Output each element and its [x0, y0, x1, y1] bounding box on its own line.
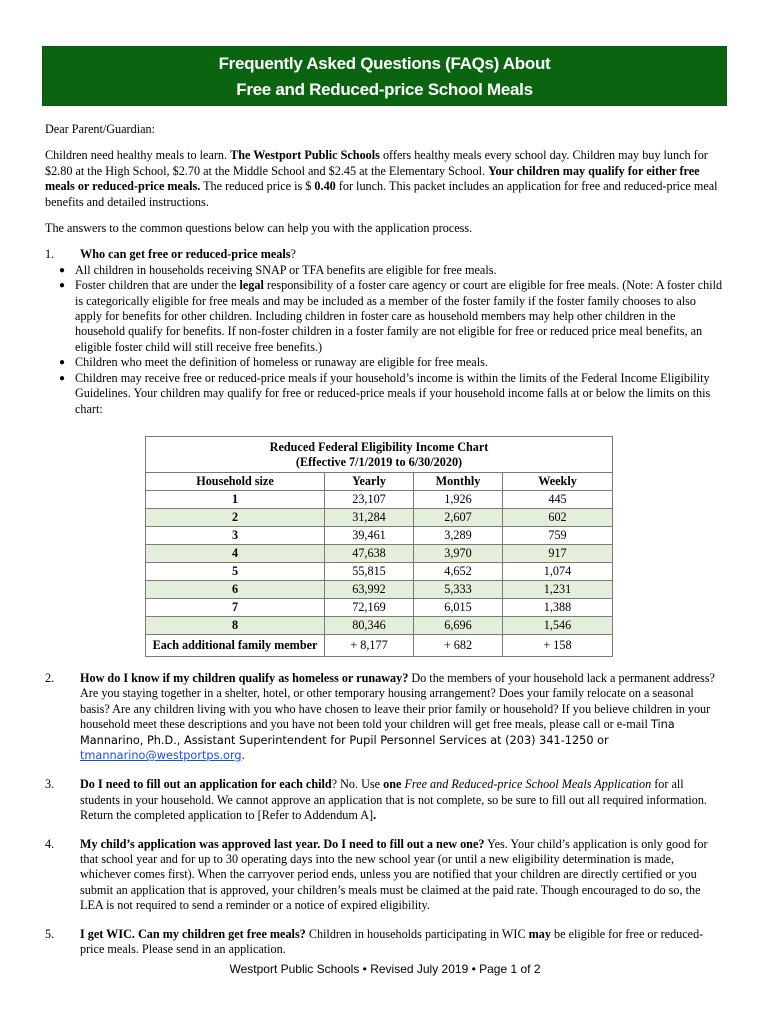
yearly-cell: 63,992: [325, 580, 414, 598]
weekly-cell: + 158: [503, 634, 613, 656]
faq-number: 4.: [45, 836, 55, 851]
monthly-cell: 3,970: [414, 544, 503, 562]
household-size-cell: 4: [146, 544, 325, 562]
faq-question: Who can get free or reduced-price meals: [80, 247, 291, 262]
table-row: [146, 526, 613, 544]
monthly-cell: 2,607: [414, 508, 503, 526]
spacer: [45, 914, 725, 927]
yearly-cell: 23,107: [325, 490, 414, 508]
column-header: Monthly: [414, 472, 503, 490]
bullet-text: [75, 278, 725, 355]
weekly-cell: 445: [503, 490, 613, 508]
contact-info: Tina Mannarino, Ph.D., Assistant Superintendent for Pupil Personnel Services at (203) 341-1250 or: [80, 718, 675, 747]
yearly-cell: 31,284: [325, 508, 414, 526]
monthly-cell: 5,333: [414, 580, 503, 598]
faq-question-mark: ?: [290, 247, 296, 262]
faq-answer-end: .: [373, 808, 377, 823]
page-footer: Westport Public Schools • Revised July 2019 • Page 1 of 2: [229, 962, 541, 976]
household-size-cell: 1: [146, 490, 325, 508]
greeting: Dear Parent/Guardian:: [45, 122, 155, 136]
bullet-item: [59, 278, 725, 355]
faq-answer: Yes. Your child’s application is only good for that school year and for up to 30 operating days into the new school year (or until a new eligibility determination is made, whichever comes first). When the carryover period ends, unless you are notified that your children are directly certified or you submit an application that is approved, your children’s meals must be claimed at the paid rate. Though encouraged to do so, the LEA is not required to send a reminder or a notice of expired eligibility.: [80, 836, 708, 913]
table-row-additional-member: [146, 634, 613, 656]
weekly-cell: 1,546: [503, 616, 613, 634]
faq-number: 1.: [45, 247, 55, 262]
faq-answer: be eligible for free or reduced-price meals. Please send in an application.: [80, 926, 704, 956]
faq-question: I get WIC. Can my children get free meals?: [80, 926, 306, 941]
weekly-cell: 1,388: [503, 598, 613, 616]
table-row: [146, 598, 613, 616]
bullet-icon: ●: [59, 372, 66, 384]
monthly-cell: 6,015: [414, 598, 503, 616]
column-header: Weekly: [503, 472, 613, 490]
table-title: [146, 436, 613, 472]
faq-answer: Children in households participating in WIC: [305, 926, 529, 941]
intro-paragraph-2: The answers to the common questions below can help you with the application process.: [45, 221, 473, 236]
bullet-text-part: responsibility of a foster care agency or court are eligible for free meals. (Note: A foster child is categorically eligible for free meals and may be included as a member of the foster family if the foster family chooses to also apply for benefits for other children. Including children in foster care as household members may help other children in the household qualify for benefits. If non-foster children in a foster family are not eligible for free or reduced price meal benefits, an eligible foster child will still receive free benefits.): [75, 278, 723, 354]
bullet-icon: ●: [59, 280, 66, 292]
table-title-text: Reduced Federal Eligibility Income Chart: [269, 439, 489, 454]
yearly-cell: 47,638: [325, 544, 414, 562]
household-size-cell: 5: [146, 562, 325, 580]
faq-number: 3.: [45, 777, 55, 792]
table-row: [146, 508, 613, 526]
yearly-cell: 80,346: [325, 616, 414, 634]
faq-question: Do I need to fill out an application for each child: [80, 777, 332, 792]
reduced-price: 0.40: [314, 179, 336, 194]
bullet-item: [59, 370, 725, 417]
bullet-text: Children may receive free or reduced-price meals if your household’s income is within the limits of the Federal Income Eligibility Guidelines. Your children may qualify for free or reduced-price meals if your household income falls at or below the limits on this chart:: [75, 370, 711, 416]
faq-answer: for all students in your household. We cannot approve an application that is not complete, so be sure to fill out all required information. Return the completed application to [Refer to Addendum A]: [80, 777, 707, 823]
bullet-item: [59, 355, 725, 370]
weekly-cell: 1,074: [503, 562, 613, 580]
yearly-cell: 39,461: [325, 526, 414, 544]
faq-emphasis: may: [528, 926, 551, 941]
weekly-cell: 1,231: [503, 580, 613, 598]
household-size-cell: 2: [146, 508, 325, 526]
table-header-row: [146, 472, 613, 490]
weekly-cell: 759: [503, 526, 613, 544]
table-subtitle: (Effective 7/1/2019 to 6/30/2020): [295, 454, 463, 469]
yearly-cell: + 8,177: [325, 634, 414, 656]
eligibility-bullets: [59, 262, 725, 417]
intro-text: for lunch. This packet includes an application for free and reduced-price meal benefits and detailed instructions.: [45, 179, 718, 209]
income-eligibility-table: [145, 436, 613, 657]
faq-answer: ? No. Use: [331, 777, 384, 792]
bullet-text-part: Foster children that are under the: [75, 278, 240, 293]
column-header: Yearly: [325, 472, 414, 490]
application-name: Free and Reduced-price School Meals Application: [404, 777, 652, 792]
table-row: [146, 490, 613, 508]
monthly-cell: + 682: [414, 634, 503, 656]
monthly-cell: 3,289: [414, 526, 503, 544]
bullet-icon: ●: [59, 264, 66, 276]
faq-item-4: [45, 837, 725, 914]
contact-email-link[interactable]: tmannarino@westportps.org: [80, 748, 242, 762]
household-size-cell: 8: [146, 616, 325, 634]
table-row: [146, 616, 613, 634]
faq-list: [45, 247, 725, 957]
title-line-1: Frequently Asked Questions (FAQs) About: [218, 54, 551, 73]
column-header: Household size: [146, 472, 325, 490]
spacer: [45, 763, 725, 777]
title-line-2: Free and Reduced-price School Meals: [236, 80, 533, 99]
weekly-cell: 917: [503, 544, 613, 562]
qualify-notice: Your children may qualify for either free meals or reduced-price meals.: [45, 163, 700, 194]
title-banner: [42, 46, 727, 106]
spacer: [45, 824, 725, 837]
faq-answer: Do the members of your household lack a permanent address? Are you staying together in a shelter, hotel, or other temporary housing arrangement? Does your family relocate on a seasonal basis? Are any children living with you who have chosen to leave their prior family or household? If you believe children in your household meet these descriptions and you have not been told your children will get free meals, please call or e-mail: [80, 670, 715, 732]
faq-answer-end: .: [241, 747, 245, 762]
letter-body: [45, 122, 725, 957]
household-size-cell: Each additional family member: [146, 634, 325, 656]
faq-item-3: [45, 777, 725, 823]
faq-question: How do I know if my children qualify as homeless or runaway?: [80, 670, 409, 685]
intro-text: The reduced price is $: [200, 179, 315, 194]
faq-item-5: [45, 927, 725, 958]
household-size-cell: 3: [146, 526, 325, 544]
bullet-icon: ●: [59, 357, 66, 369]
faq-number: 5.: [45, 926, 55, 941]
table-row: [146, 562, 613, 580]
district-name: The Westport Public Schools: [230, 148, 380, 163]
intro-paragraph: [45, 148, 725, 210]
faq-emphasis: one: [383, 777, 402, 792]
monthly-cell: 6,696: [414, 616, 503, 634]
bullet-emphasis: legal: [239, 278, 264, 293]
table-row: [146, 580, 613, 598]
yearly-cell: 55,815: [325, 562, 414, 580]
bullet-text: Children who meet the definition of homeless or runaway are eligible for free meals.: [75, 355, 488, 370]
monthly-cell: 4,652: [414, 562, 503, 580]
bullet-item: [59, 262, 725, 278]
household-size-cell: 7: [146, 598, 325, 616]
faq-item-1: [45, 247, 725, 656]
bullet-text: All children in households receiving SNAP or TFA benefits are eligible for free meals.: [75, 262, 497, 277]
intro-text: offers healthy meals every school day. Children may buy lunch for $2.80 at the High School, $2.70 at the Middle School and $2.45 at the Elementary School.: [45, 148, 708, 178]
household-size-cell: 6: [146, 580, 325, 598]
faq-number: 2.: [45, 670, 55, 685]
faq-item-2: [45, 671, 725, 763]
yearly-cell: 72,169: [325, 598, 414, 616]
table-row: [146, 544, 613, 562]
weekly-cell: 602: [503, 508, 613, 526]
monthly-cell: 1,926: [414, 490, 503, 508]
intro-text: Children need healthy meals to learn.: [45, 148, 231, 163]
faq-question: My child’s application was approved last year. Do I need to fill out a new one?: [80, 836, 485, 851]
table-title-row: [146, 436, 613, 472]
